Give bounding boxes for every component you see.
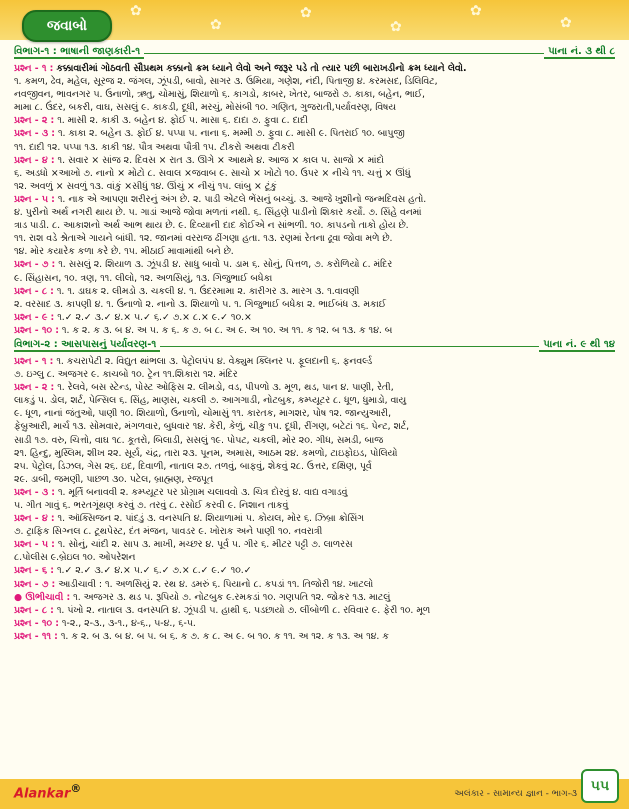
page-title: જવાબો (22, 10, 112, 42)
answer-row (14, 154, 615, 193)
answer-text: સાડી ૧૭. વરુ, ચિત્તો, વાઘ ૧૮. કૂતરો, બિલાડી, સસલું ૧૯. પોપટ, ચકલી, મોર ૨૦. ગીધ, સમડી, બાજ (14, 434, 384, 446)
answer-text: ૨. વરસાદ ૩. કાપણી ૪. ૧. ઉનાળો ૨. નાનો ૩. શિયાળો ૫. ૧. ગિજુભાઈ બધેકા ૨. ભાઈબંધ ૩. મકાઈ (14, 298, 386, 310)
answer-row (14, 311, 615, 324)
question-label: ● ઊભીચાવી : (14, 591, 71, 603)
answer-row (14, 630, 615, 643)
answer-row (14, 564, 615, 577)
question-label: પ્રશ્ન - ૮ : (14, 285, 54, 297)
answer-row (14, 591, 615, 604)
question-label: પ્રશ્ન - ૭ : (14, 578, 56, 590)
answer-text: ૧. ઑક્સિજન ૨. પાંદડું ૩. વનસ્પતિ ૪. શિયાળામાં ૫. કોયલ, મોર ૬. ઝિબ્રા ક્રોસિંગ (57, 513, 364, 525)
answer-text: ત્રાડ પાડી. ૮. આકાશનો અર્થ આભ થાય છે. ૯. દિવ્યાની દાદ કોઈએ ન સાંભળી. ૧૦. કાપડનો તાકો હોય છે. (14, 220, 409, 232)
question-label: પ્રશ્ન - ૧ : (14, 63, 54, 74)
answer-text: ૧. અજગર ૩. થડ ૫. રૂપિયો ૭. નોટબુક ૯.રમકડાં ૧૦. ગણપતિ ૧૨. જોકર ૧૩. માટલું (73, 591, 391, 603)
answer-text: ૮.પોલીસ ૯.બ્રેઇલ ૧૦. ઓપરેશન (14, 552, 136, 564)
answer-text: મામા ૮. ઉંદર, બકરી, વાઘ, સસલું ૯. કાકડી, દૂધી, મરચું, મોસંબી ૧૦. ગણિત, ગુજરાતી,પર્યાવરણ, વિષય (14, 102, 396, 114)
section-title: વિભાગ-૧ : ભાષાની જાણકારી-૧ (14, 46, 144, 59)
answer-text: ૧. પંખો ૨. નાતાલ ૩. વનસ્પતિ ૪. ઝૂંપડી ૫. હાથી ૬. પડછાયો ૭. લીંબોળી ૮. રવિવાર ૯. ફેરી ૧૦. મૂળ (56, 604, 431, 616)
answer-text: ૧. સસલું ૨. શિયાળ ૩. ઝૂંપડી ૪. સાધુ બાવો ૫. ડામ ૬. સોનું, પિત્તળ, ૭. કરોળિયો ૮. મંદિર (58, 259, 393, 271)
answer-text: ૧. કાકા ૨. બહેન ૩. ફોઈ ૪. પપ્પા ૫. નાના ૬. મમ્મી ૭. ફુવા ૮. માસી ૯. પિતરાઈ ૧૦. બાપુજી (57, 128, 405, 140)
question-label: પ્રશ્ન - ૪ : (14, 513, 55, 525)
section-header (14, 337, 615, 355)
flower-icon: ✿ (300, 5, 312, 21)
flower-icon: ✿ (210, 17, 222, 33)
section-pages: પાના નં. ૩ થી ૮ (544, 46, 615, 59)
answer-text: ફેબ્રુઆરી, માર્ચ ૧૩. સોમવાર, મંગળવાર, બુધવાર ૧૪. કેરી, કેળું, ચીકુ ૧૫. દૂધી, રીંગણ, બટેટાં ૧૬. પેન્ટ, શર્ટ, (14, 421, 410, 433)
question-label: પ્રશ્ન - ૩ : (14, 128, 55, 140)
flower-icon: ✿ (470, 3, 482, 19)
answer-text: ૧. નાક એ આપણા શરીરનું અંગ છે. ૨. પાડી એટલે ભેંસનું બચ્ચું. ૩. આજે ખુશીનો જન્મદિવસ હતો. (57, 193, 427, 205)
answer-text: ૧૨. અવળું × સવળું ૧૩. વાંકું ×સીધું ૧૪. ઊંચું × નીચું ૧૫. લાંબુ × ટૂંકું (14, 180, 277, 192)
footer (0, 779, 629, 809)
question-label: પ્રશ્ન - ૪ : (14, 154, 55, 166)
question-label: પ્રશ્ન - ૧ : (14, 355, 54, 367)
question-label: પ્રશ્ન - ૭ : (14, 259, 56, 271)
question-label: પ્રશ્ન - ૬ : (14, 565, 54, 577)
answer-text: ૭. ઇગ્લુ ૮. અજગર ૯. કાચબો ૧૦. ટ્રેન ૧૧.શિકારા ૧૨. મંદિર (14, 369, 238, 381)
page-number: ૫૫ (581, 769, 619, 803)
section-title: વિભાગ-૨ : આસપાસનું પર્યાવરણ-૧ (14, 339, 160, 352)
flower-icon: ✿ (130, 3, 142, 19)
answer-text: ૬. અડધો ×આખો ૭. નાનો × મોટો ૮. સવાલ ×જવાબ ૯. સાચો × ખોટો ૧૦. ઉપર × નીચે ૧૧. ચત્તું × ઊંધું (14, 167, 411, 179)
answer-text: ૧. કમળ, ઢેવ, મહેલ, સૂરજ ૨. જંગલ, ઝૂંપડી, બાવો, સાગર ૩. ઉમિયા, ગણેશ, નંદી, પિતાજી ૪. કરમસદ, ડિલિવિટ, (14, 76, 438, 88)
brand-logo: Alankar® (14, 781, 82, 801)
answer-text: ૨૫. પેટ્રોલ, ડિઝલ, ગેસ ૨૬. ઇદ, દિવાળી, નાતાલ ૨૭. તળવું, બાફવું, શેકવું ૨૮. ઉત્તર, દક્ષિણ, પૂર્વ (14, 460, 372, 472)
answer-row (14, 604, 615, 617)
answer-row (14, 127, 615, 153)
section-header (14, 44, 615, 62)
answer-text: ૧૪. મોર કયારેક કળા કરે છે. ૧૫. મીઠાઈ માવામાંથી બને છે. (14, 246, 234, 258)
answer-row (14, 617, 615, 630)
question-label: પ્રશ્ન - ૫ : (14, 539, 55, 551)
answer-text: ૧. સવાર × સાંજ ૨. દિવસ × રાત ૩. ઊગે × આથમે ૪. આજ × કાલ ૫. સાજો × માંદો (57, 154, 385, 166)
answer-text: ૨૯. ડાબી, જમણી, પાછળ ૩૦. પટેલ, બ્રાહ્મણ, રજપૂત (14, 473, 214, 485)
answer-text: ૧.✓ ૨.✓ ૩.✓ ૪.× ૫.✓ ૬.✓ ૭.× ૮.✓ ૯.✓ ૧૦.✓ (56, 565, 252, 577)
answer-text: ૧. માસી ૨. કાકી ૩. બહેન ૪. ફોઈ ૫. માસા ૬. દાદા ૭. ફુવા ૮. દાદી (57, 115, 308, 127)
question-label: પ્રશ્ન - ૨ : (14, 382, 55, 394)
answer-text: ૫. ગીત ગાવું ૬. ભરતગૂંથણ કરવું ૭. તરવું ૮. રસોઈ કરવી ૯. નિશાન તાકવું (14, 500, 289, 511)
answer-text: નવજીવન, ભાવનગર ૫. ઉનાળો, ઋતુ, ચોમાસું, શિયાળો ૬. કાગડો, કાબર, ખેતર, બાજરો ૭. કાકા, બહેન, ભાઈ, (14, 89, 425, 101)
question-label: પ્રશ્ન - ૧૧ : (14, 630, 58, 642)
answer-text: લાકડું ૫. ડોલ, શર્ટ, પેન્સિલ ૬. સિંહ, માણસ, ચકલી ૭. આગગાડી, નોટબુક, કમ્પ્યૂટર ૮. ધૂળ, ધુમાડો, વાયુ (14, 395, 407, 407)
question-label: પ્રશ્ન - ૫ : (14, 193, 55, 205)
answer-text: ૯. ધૂળ, નાનાં જંતુઓ, પાણી ૧૦. શિયાળો, ઉનાળો, ચોમાસું ૧૧. કારતક, માગશર, પોષ ૧૨. જાન્યુઆરી, (14, 408, 392, 420)
answer-row (14, 486, 615, 512)
answer-text: ૪. પુરીનો અર્થ નગરી થાય છે. ૫. ગાડાં આજે જોવા મળતાં નથી. ૬. સિંહણે પાડીનો શિકાર કર્યો. ૭. સિંહે વનમાં (14, 207, 422, 219)
answer-text: ૧. મૂર્તિ બનાવવી ૨. કમ્પ્યૂટર પર પ્રોગ્રામ ચલાવવો ૩. ચિત્ર દોરવું ૪. વાદ્ય વગાડવું (57, 486, 348, 498)
answer-text: ૧.✓ ૨.✓ ૩.✓ ૪.× ૫.✓ ૬.✓ ૭.× ૮.× ૯.✓ ૧૦.× (57, 311, 252, 323)
answer-row (14, 381, 615, 486)
answer-row (14, 62, 615, 114)
answer-text: આડીચાવી : ૧. અળસિયું ૨. રથ ૪. ડમરું ૬. પિયાનો ૮. કપડાં ૧૧. તિજોરી ૧૪. ખાટલો (58, 578, 374, 590)
question-label: પ્રશ્ન - ૮ : (14, 604, 54, 616)
question-label: પ્રશ્ન - ૯ : (14, 311, 55, 323)
answer-row (14, 193, 615, 258)
question-label: પ્રશ્ન - ૧૦ : (14, 617, 59, 629)
answer-text: ૧-૨., ૨-૩., ૩-૧., ૪-૬., ૫-૪., ૬-૫. (61, 617, 196, 629)
answer-text: ૧. રેલવે, બસ સ્ટેન્ડ, પોસ્ટ ઓફિસ ૨. લીમડો, વડ, પીપળો ૩. મૂળ, થડ, પાન ૪. પાણી, રેતી, (57, 382, 394, 394)
flower-icon: ✿ (560, 15, 572, 31)
question-title: કક્કાવારીમાં ગોઠવતી સૌપ્રથમ કક્કાનો ક્રમ ધ્યાને લેવો અને જરૂર પડે તો ત્યાર પછી બારાખડીનો ક્રમ ધ્યાને લેવો. (56, 63, 467, 74)
answer-row (14, 578, 615, 591)
answer-text: ૯. સિંહાસન, ૧૦. ત્રણ, ૧૧. લીલો, ૧૨. અળસિયું, ૧૩. ગિજુભાઈ બધેકા (14, 272, 273, 284)
answer-text: ૧. ૧. ડાઘક ૨. લીમડો ૩. ચકલી ૪. ૧. ઉંદરમામા ૨. કારીગર ૩. મારગ ૩. ૧.વાવણી (56, 285, 360, 297)
answer-row (14, 114, 615, 127)
flower-icon: ✿ (390, 19, 402, 35)
answer-row (14, 324, 615, 337)
footer-text: અલંકાર - સામાન્ય જ્ઞાન - ભાગ-૩ (454, 789, 577, 799)
section-pages: પાના નં. ૯ થી ૧૪ (539, 339, 615, 352)
answer-text: ૧૧. દાદી ૧૨. પપ્પા ૧૩. કાકી ૧૪. પૌત્ર અથવા પૌત્રી ૧૫. ટીકરો અથવા ટીકરી (14, 141, 295, 153)
answer-list (14, 44, 615, 643)
answer-text: ૧૧. રાશ વડે શ્રેતાએ ગાયને બાંધી. ૧૨. જાનમાં વરરાજ ઢીંગણા હતા. ૧૩. રણમાં રેતના ઢૂવા જોવા મળે છે. (14, 233, 393, 245)
question-label: પ્રશ્ન - ૨ : (14, 115, 55, 127)
answer-text: ૭. ટ્રાફિક સિગ્નલ ૮. ટૂથપેસ્ટ, દંત મંજન, પાવડર ૯. ખોરાક અને પાણી ૧૦. નવરાત્રી (14, 526, 323, 538)
answer-text: ૧. ક ૨. ક ૩. બ ૪. અ ૫. ક ૬. ક ૭. બ ૮. અ ૯. અ ૧૦. અ ૧૧. ક ૧૨. બ ૧૩. ક ૧૪. બ (61, 324, 393, 336)
answer-text: ૧. કચરાપેટી ૨. વિદ્યુત થાંભલા ૩. પેટ્રોલપંપ ૪. વેક્યુમ ક્લિનર ૫. ફૂલદાની ૬. ફનવર્લ્ડ (56, 355, 373, 367)
answer-row (14, 538, 615, 564)
answer-row (14, 512, 615, 538)
answer-row (14, 258, 615, 284)
answer-row (14, 285, 615, 311)
answer-text: ૧. સોનું, ચાંદી ૨. સાપ ૩. માખી, મચ્છર ૪. પૂર્વ ૫. ગીર ૬. મીટર પટ્ટી ૭. લાળરસ (57, 539, 353, 551)
answer-text: ૨૧. હિન્દુ, મુસ્લિમ, શીખ ૨૨. સૂર્ય, ચંદ્ર, તારા ૨૩. પૂનમ, અમાસ, આઠમ ૨૪. કમળો, ટાઇફોઇડ, પોલિયો (14, 447, 398, 459)
answer-row (14, 355, 615, 381)
answer-text: ૧. ક ૨. બ ૩. બ ૪. બ ૫. બ ૬. ક ૭. ક ૮. અ ૯. બ ૧૦. ક ૧૧. અ ૧૨. ક ૧૩. અ ૧૪. ક (60, 630, 389, 642)
question-label: પ્રશ્ન - ૩ : (14, 486, 55, 498)
question-label: પ્રશ્ન - ૧૦ : (14, 324, 59, 336)
